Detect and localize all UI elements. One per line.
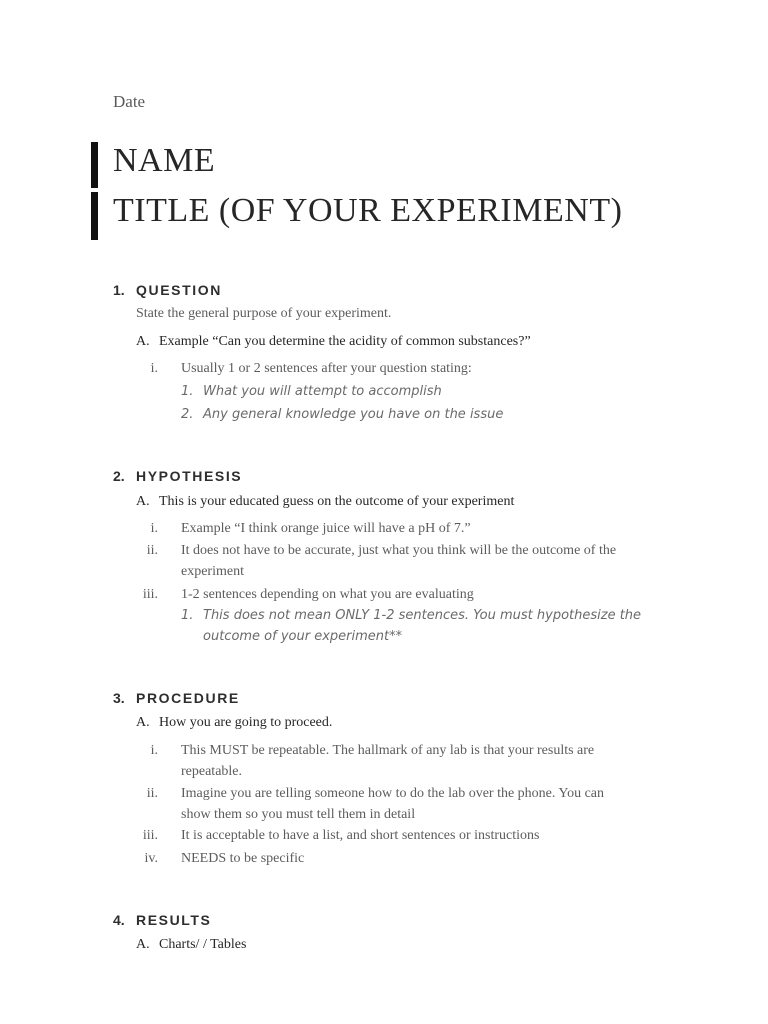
name-heading: NAME	[113, 142, 216, 179]
list-item: This is your educated guess on the outcome of your experiment	[159, 494, 515, 509]
list-item: It does not have to be accurate, just what you think will be the outcome of the	[181, 543, 617, 558]
list-marker: A.	[136, 937, 150, 952]
list-item: This MUST be repeatable. The hallmark of any lab is that your results are	[181, 743, 595, 758]
section-number: 4.	[113, 912, 125, 928]
list-marker: i.	[150, 361, 158, 376]
list-item: NEEDS to be specific	[181, 851, 305, 866]
section-heading: RESULTS	[136, 912, 212, 928]
list-marker: i.	[150, 521, 158, 536]
section-heading: QUESTION	[136, 282, 222, 298]
list-marker: A.	[136, 715, 150, 730]
section-intro: State the general purpose of your experiment.	[136, 306, 392, 321]
list-marker: ii.	[146, 543, 158, 558]
name-accent-bar	[91, 142, 98, 188]
list-item: What you will attempt to accomplish	[203, 384, 442, 399]
section-heading: HYPOTHESIS	[136, 468, 243, 484]
list-marker: iii.	[142, 587, 158, 602]
list-item: Example “Can you determine the acidity of common substances?”	[159, 334, 531, 349]
list-item: Any general knowledge you have on the issue	[203, 407, 504, 422]
list-item: Imagine you are telling someone how to do the lab over the phone. You can	[181, 786, 605, 801]
list-item: Charts/ / Tables	[159, 937, 247, 952]
title-accent-bar	[91, 192, 98, 240]
date-label: Date	[113, 92, 146, 111]
list-item: This does not mean ONLY 1-2 sentences. You must hypothesize the	[203, 608, 642, 623]
list-item-continuation: outcome of your experiment**	[203, 629, 403, 644]
section-number: 1.	[113, 282, 125, 298]
list-item-continuation: show them so you must tell them in detail	[181, 807, 416, 822]
title-heading: TITLE (OF YOUR EXPERIMENT)	[113, 192, 623, 229]
list-marker: iv.	[144, 851, 158, 866]
list-marker: 1.	[181, 384, 194, 399]
list-marker: 2.	[181, 407, 194, 422]
list-item: 1-2 sentences depending on what you are evaluating	[181, 587, 474, 602]
section-number: 2.	[113, 468, 125, 484]
section-heading: PROCEDURE	[136, 690, 240, 706]
list-marker: A.	[136, 334, 150, 349]
list-marker: iii.	[142, 828, 158, 843]
list-item-continuation: repeatable.	[181, 764, 243, 779]
list-item: It is acceptable to have a list, and short sentences or instructions	[181, 828, 540, 843]
list-item: Example “I think orange juice will have a pH of 7.”	[181, 521, 471, 536]
list-marker: ii.	[146, 786, 158, 801]
section-number: 3.	[113, 690, 125, 706]
list-item-continuation: experiment	[181, 564, 244, 579]
list-marker: i.	[150, 743, 158, 758]
list-item: How you are going to proceed.	[159, 715, 333, 730]
list-marker: A.	[136, 494, 150, 509]
list-item: Usually 1 or 2 sentences after your question stating:	[181, 361, 472, 376]
list-marker: 1.	[181, 608, 194, 623]
